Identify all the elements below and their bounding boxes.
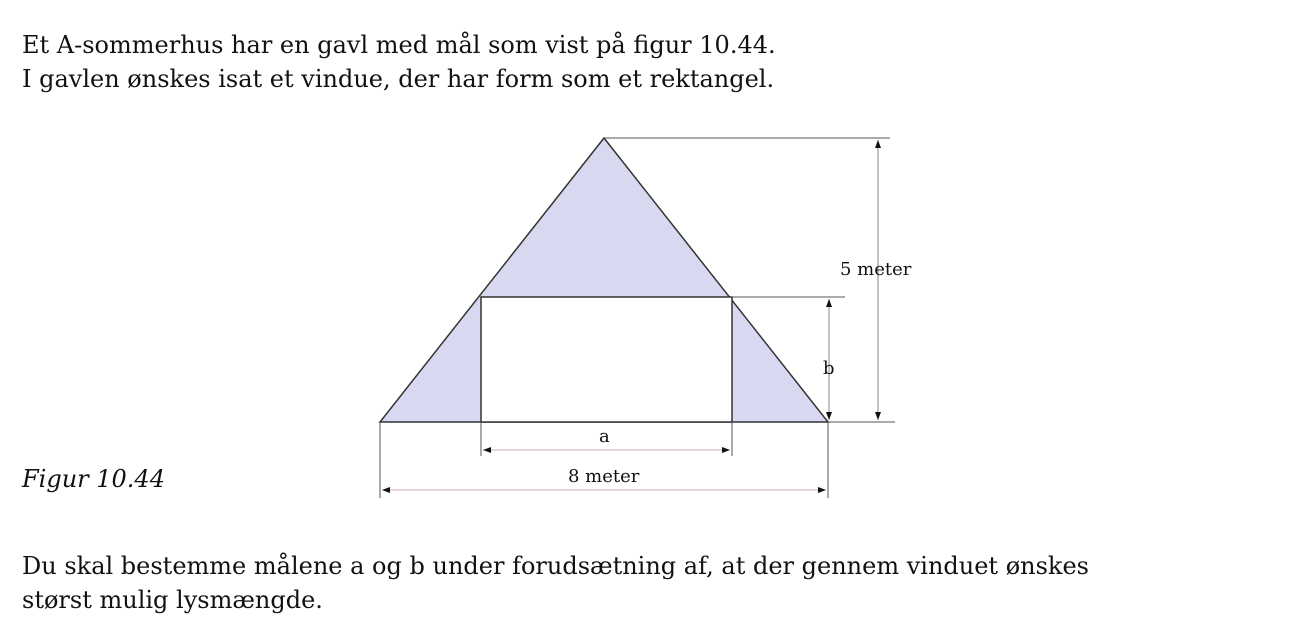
a-arrow-right bbox=[722, 447, 730, 453]
intro-line-1: Et A-sommerhus har en gavl med mål som vist på figur 10.44. bbox=[22, 31, 776, 59]
height-arrow-bottom bbox=[875, 412, 881, 420]
height-total-label: 5 meter bbox=[840, 259, 912, 280]
intro-line-2: I gavlen ønskes isat et vindue, der har form som et rektangel. bbox=[22, 65, 775, 93]
base-label: 8 meter bbox=[568, 466, 640, 487]
b-arrow-bottom bbox=[826, 412, 832, 420]
figure-caption: Figur 10.44 bbox=[22, 465, 165, 493]
window-rectangle bbox=[481, 297, 732, 422]
a-label: a bbox=[599, 426, 610, 447]
b-label: b bbox=[823, 358, 835, 379]
question-line-2: størst mulig lysmængde. bbox=[22, 586, 323, 614]
b-arrow-top bbox=[826, 299, 832, 307]
question-paragraph bbox=[22, 549, 1089, 617]
base-arrow-right bbox=[818, 487, 826, 493]
a-arrow-left bbox=[483, 447, 491, 453]
height-arrow-top bbox=[875, 140, 881, 148]
question-line-1: Du skal bestemme målene a og b under forudsætning af, at der gennem vinduet ønskes bbox=[22, 552, 1089, 580]
base-arrow-left bbox=[382, 487, 390, 493]
